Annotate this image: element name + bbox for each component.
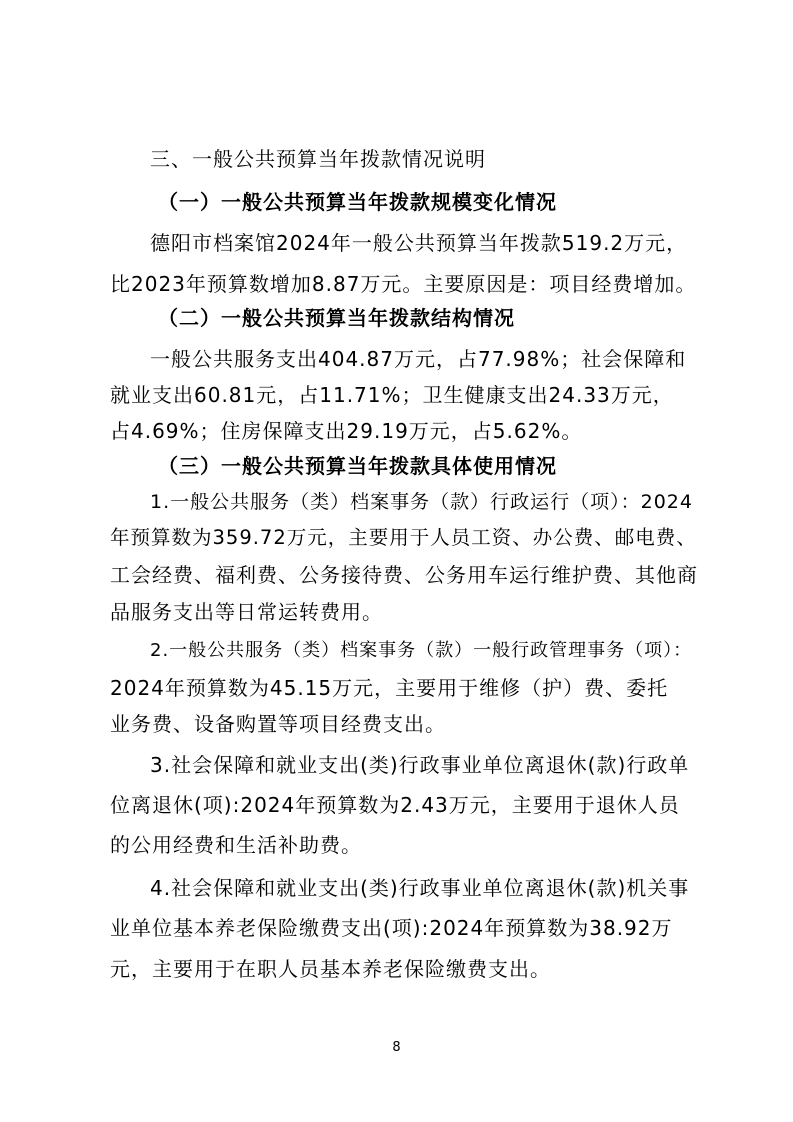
item-3-line-3: 的公用经费和生活补助费。 bbox=[110, 833, 362, 857]
item-1-line-1: 1.一般公共服务（类）档案事务（款）行政运行（项）：2024 bbox=[150, 491, 693, 513]
item-1-line-4: 品服务支出等日常运转费用。 bbox=[110, 600, 383, 624]
item-2-line-3: 业务费、设备购置等项目经费支出。 bbox=[110, 712, 446, 736]
subsection-2-line-1: 一般公共服务支出404.87万元，占77.98%；社会保障和 bbox=[150, 347, 687, 371]
item-4-line-2: 业单位基本养老保险缴费支出(项):2024年预算数为38.92万 bbox=[110, 916, 673, 940]
subsection-1-line-1: 德阳市档案馆2024年一般公共预算当年拨款519.2万元， bbox=[150, 231, 688, 255]
item-2-line-1: 2.一般公共服务（类）档案事务（款）一般行政管理事务（项）： bbox=[150, 640, 693, 661]
subsection-2-line-3: 占4.69%；住房保障支出29.19万元，占5.62%。 bbox=[110, 419, 583, 443]
subsection-1-line-2: 比2023年预算数增加8.87万元。主要原因是：项目经费增加。 bbox=[110, 272, 697, 296]
item-4-line-1: 4.社会保障和就业支出(类)行政事业单位离退休(款)机关事 bbox=[150, 876, 690, 900]
subsection-1-title: （一）一般公共预算当年拨款规模变化情况 bbox=[158, 190, 557, 214]
item-1-line-3: 工会经费、福利费、公务接待费、公务用车运行维护费、其他商 bbox=[110, 563, 698, 587]
section-heading: 三、一般公共预算当年拨款情况说明 bbox=[150, 147, 486, 171]
subsection-2-line-2: 就业支出60.81元，占11.71%；卫生健康支出24.33万元， bbox=[110, 383, 674, 407]
subsection-3-title: （三）一般公共预算当年拨款具体使用情况 bbox=[158, 454, 557, 478]
page-number: 8 bbox=[392, 1040, 401, 1055]
item-3-line-1: 3.社会保障和就业支出(类)行政事业单位离退休(款)行政单 bbox=[150, 753, 690, 777]
item-1-line-2: 年预算数为359.72万元，主要用于人员工资、办公费、邮电费、 bbox=[110, 526, 697, 549]
item-2-line-2: 2024年预算数为45.15万元，主要用于维修（护）费、委托 bbox=[110, 676, 669, 700]
item-3-line-2: 位离退休(项):2024年预算数为2.43万元，主要用于退休人员 bbox=[110, 793, 680, 817]
subsection-2-title: （二）一般公共预算当年拨款结构情况 bbox=[158, 306, 515, 330]
item-4-line-3: 元，主要用于在职人员基本养老保险缴费支出。 bbox=[110, 957, 551, 981]
